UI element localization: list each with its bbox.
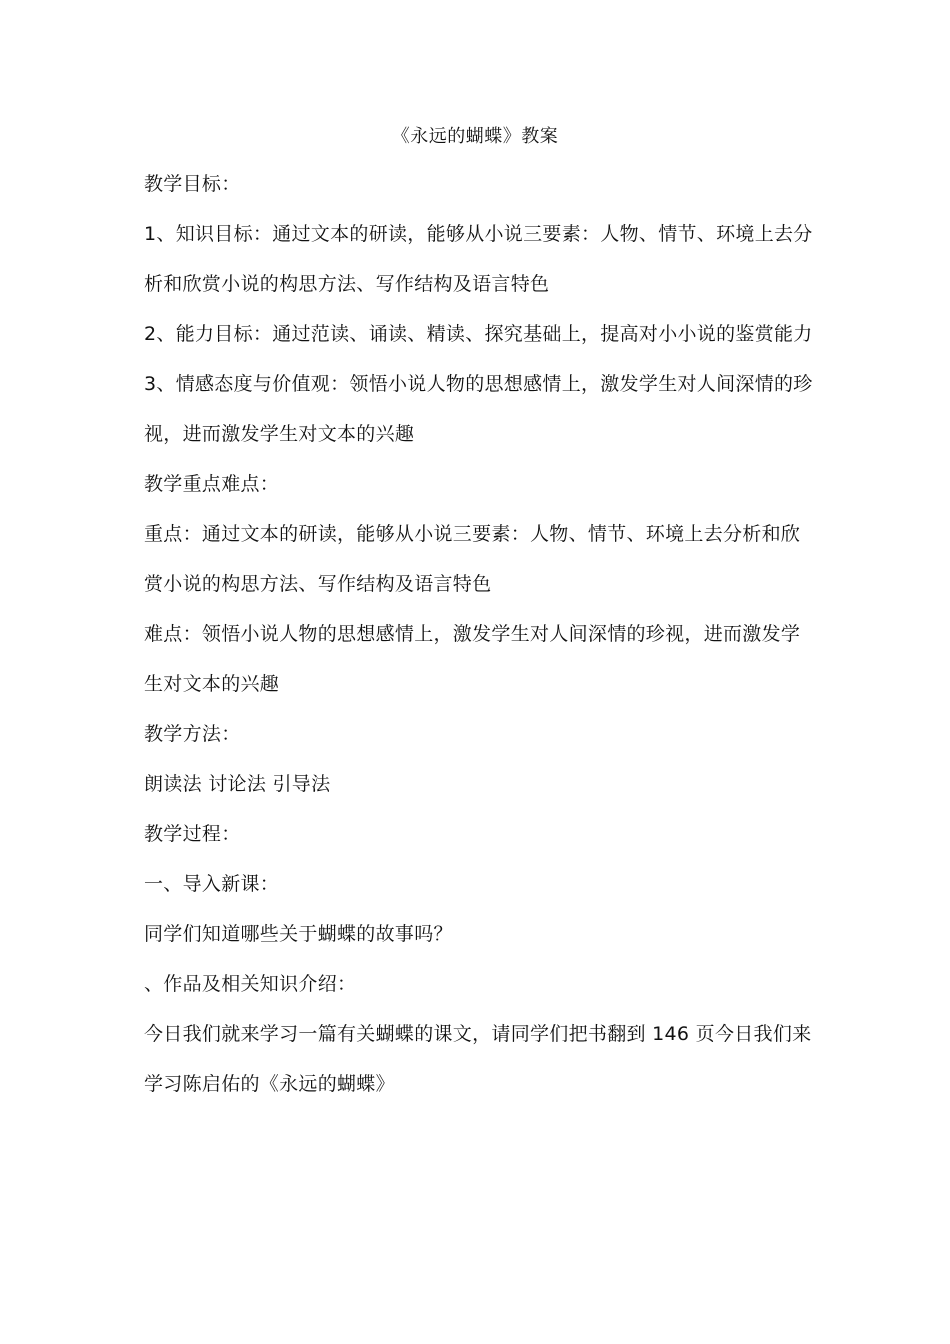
paragraph-line: 生对文本的兴趣 [144,673,280,695]
document-body [144,159,814,1109]
paragraph-line: 同学们知道哪些关于蝴蝶的故事吗？ [144,923,453,945]
paragraph-line: 1、知识目标：通过文本的研读，能够从小说三要素：人物、情节、环境上去分 [144,223,813,245]
paragraph-line: 难点：领悟小说人物的思想感情上，激发学生对人间深情的珍视，进而激发学 [144,623,801,645]
paragraph-line: 3、情感态度与价值观：领悟小说人物的思想感情上，激发学生对人间深情的珍 [144,373,813,395]
paragraph-line: 析和欣赏小说的构思方法、写作结构及语言特色 [144,273,550,295]
heading-key-points: 教学重点难点： [144,473,280,495]
document-title: 《永远的蝴蝶》教案 [391,126,559,147]
section-heading: 、作品及相关知识介绍： [144,973,357,995]
paragraph-line: 赏小说的构思方法、写作结构及语言特色 [144,573,492,595]
paragraph-line: 重点：通过文本的研读，能够从小说三要素：人物、情节、环境上去分析和欣 [144,523,801,545]
paragraph-line: 学习陈启佑的《永远的蝴蝶》 [144,1073,395,1095]
paragraph-line: 朗读法 讨论法 引导法 [144,773,331,795]
heading-teaching-goals: 教学目标： [144,173,241,195]
paragraph-line: 视，进而激发学生对文本的兴趣 [144,423,415,445]
heading-teaching-methods: 教学方法： [144,723,241,745]
heading-teaching-process: 教学过程： [144,823,241,845]
paragraph-line: 2、能力目标：通过范读、诵读、精读、探究基础上，提高对小小说的鉴赏能力 [144,323,813,345]
section-heading: 一、导入新课： [144,873,280,895]
paragraph-line: 今日我们就来学习一篇有关蝴蝶的课文，请同学们把书翻到 146 页今日我们来 [144,1023,812,1045]
